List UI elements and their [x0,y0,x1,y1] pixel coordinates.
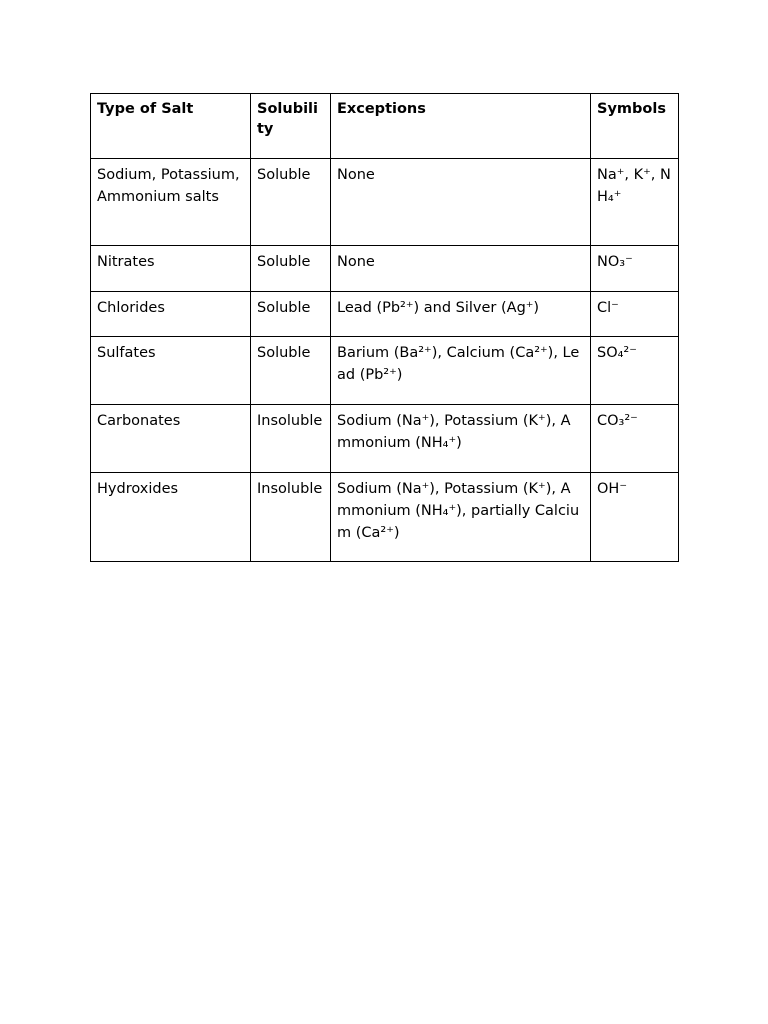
cell-type: Sulfates [91,337,251,405]
cell-symbols: CO₃²⁻ [591,405,679,473]
header-solubility: Solubility [251,94,331,159]
cell-symbols: NO₃⁻ [591,246,679,292]
header-type-of-salt: Type of Salt [91,94,251,159]
header-exceptions: Exceptions [331,94,591,159]
cell-type: Chlorides [91,292,251,337]
cell-symbols: OH⁻ [591,473,679,562]
table-row [91,292,679,337]
cell-solubility: Insoluble [251,405,331,473]
cell-solubility: Soluble [251,337,331,405]
cell-symbols: SO₄²⁻ [591,337,679,405]
table-row [91,405,679,473]
cell-type: Carbonates [91,405,251,473]
table-row [91,246,679,292]
cell-symbols: Na⁺, K⁺, NH₄⁺ [591,159,679,246]
cell-type: Hydroxides [91,473,251,562]
cell-type: Sodium, Potassium, Ammonium salts [91,159,251,246]
cell-type: Nitrates [91,246,251,292]
cell-solubility: Soluble [251,246,331,292]
cell-symbols: Cl⁻ [591,292,679,337]
cell-solubility: Soluble [251,292,331,337]
header-symbols: Symbols [591,94,679,159]
cell-solubility: Soluble [251,159,331,246]
cell-exceptions: None [331,246,591,292]
table-row [91,473,679,562]
table-row [91,337,679,405]
table-header-row [91,94,679,159]
cell-exceptions: Barium (Ba²⁺), Calcium (Ca²⁺), Lead (Pb²⁺) [331,337,591,405]
table-row [91,159,679,246]
solubility-table [90,93,679,562]
cell-exceptions: None [331,159,591,246]
cell-exceptions: Sodium (Na⁺), Potassium (K⁺), Ammonium (NH₄⁺), partially Calcium (Ca²⁺) [331,473,591,562]
cell-solubility: Insoluble [251,473,331,562]
cell-exceptions: Lead (Pb²⁺) and Silver (Ag⁺) [331,292,591,337]
cell-exceptions: Sodium (Na⁺), Potassium (K⁺), Ammonium (NH₄⁺) [331,405,591,473]
